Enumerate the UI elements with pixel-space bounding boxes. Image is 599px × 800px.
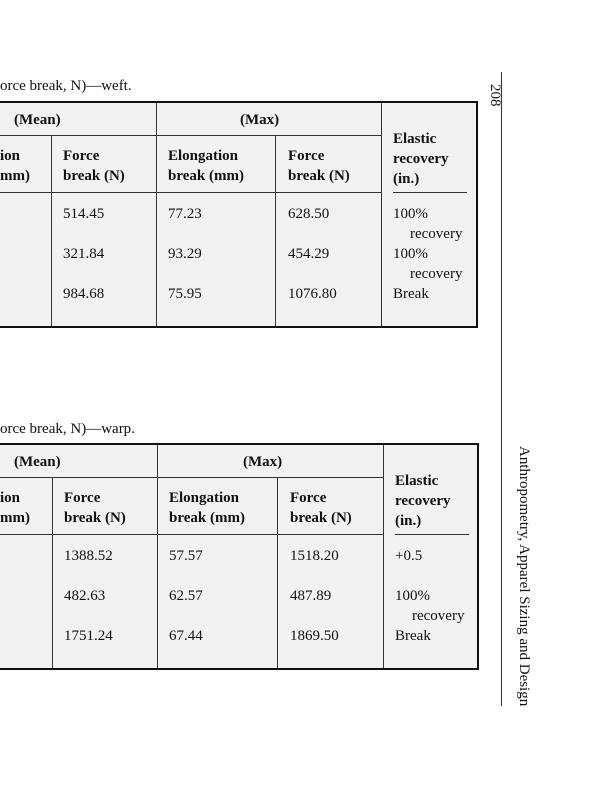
cell-elastic-recovery: +0.5 (395, 548, 423, 564)
col-header-elongation-max: Elongation break (mm) (168, 148, 244, 184)
cell-force-max: 1518.20 (290, 548, 339, 564)
row-divider (395, 534, 469, 535)
cell-force-mean: 1751.24 (64, 628, 113, 644)
col-header-force-max: Force break (N) (290, 490, 352, 526)
cell-elastic-recovery: 100% recovery (393, 206, 463, 242)
col-header-force-max: Force break (N) (288, 148, 350, 184)
cell-elongation-max: 77.23 (168, 206, 202, 222)
cell-force-max: 487.89 (290, 588, 332, 604)
column-divider (51, 135, 52, 326)
data-table-weft (0, 101, 478, 328)
column-divider (277, 477, 278, 668)
cell-elongation-max: 57.57 (169, 548, 203, 564)
group-header-max: (Max) (243, 454, 283, 470)
data-table-warp (0, 443, 479, 670)
cell-elastic-recovery: 100% recovery (395, 588, 465, 624)
col-header-elongation-mean: ion mm) (0, 148, 30, 184)
cell-force-max: 1869.50 (290, 628, 339, 644)
margin-rule (501, 72, 502, 706)
row-divider (0, 135, 381, 136)
table-caption-weft: orce break, N)—weft. (0, 78, 132, 94)
column-divider (383, 445, 384, 668)
cell-force-max: 1076.80 (288, 286, 337, 302)
cell-force-mean: 482.63 (64, 588, 106, 604)
column-divider (156, 103, 157, 326)
group-header-max: (Max) (240, 112, 280, 128)
column-divider (275, 135, 276, 326)
cell-elongation-max: 62.57 (169, 588, 203, 604)
table-caption-warp: orce break, N)—warp. (0, 421, 135, 437)
col-header-elongation-max: Elongation break (mm) (169, 490, 245, 526)
cell-elongation-max: 93.29 (168, 246, 202, 262)
cell-elastic-recovery: 100% recovery (393, 246, 463, 282)
column-divider (381, 103, 382, 326)
group-header-mean: (Mean) (14, 112, 61, 128)
column-divider (52, 477, 53, 668)
row-divider (0, 534, 383, 535)
cell-elastic-recovery: Break (393, 286, 429, 302)
cell-elongation-max: 75.95 (168, 286, 202, 302)
cell-force-mean: 321.84 (63, 246, 105, 262)
col-header-force-mean: Force break (N) (63, 148, 125, 184)
running-head: Anthropometry, Apparel Sizing and Design (516, 446, 532, 707)
cell-elastic-recovery: Break (395, 628, 431, 644)
cell-elongation-max: 67.44 (169, 628, 203, 644)
cell-force-max: 628.50 (288, 206, 330, 222)
row-divider (393, 192, 467, 193)
col-header-elongation-mean: ion mm) (0, 490, 30, 526)
col-header-force-mean: Force break (N) (64, 490, 126, 526)
cell-force-mean: 984.68 (63, 286, 105, 302)
column-divider (157, 445, 158, 668)
col-header-elastic-recovery: Elastic recovery (in.) (395, 473, 451, 529)
col-header-elastic-recovery: Elastic recovery (in.) (393, 131, 449, 187)
cell-force-mean: 1388.52 (64, 548, 113, 564)
page-number: 208 (487, 84, 503, 107)
row-divider (0, 192, 381, 193)
group-header-mean: (Mean) (14, 454, 61, 470)
row-divider (0, 477, 383, 478)
cell-force-mean: 514.45 (63, 206, 105, 222)
cell-force-max: 454.29 (288, 246, 330, 262)
